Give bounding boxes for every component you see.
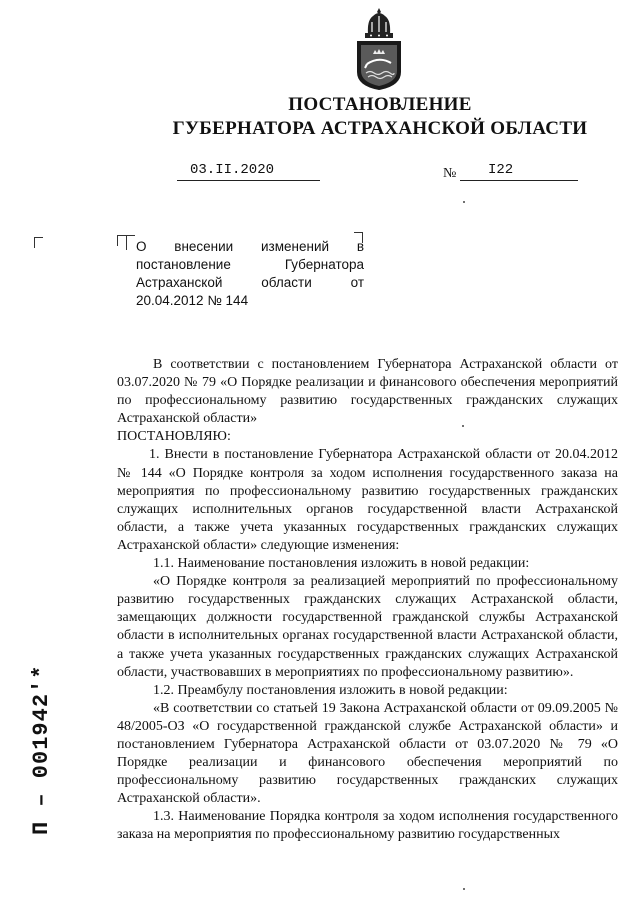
- quote-item-1-2: «В соответствии со статьей 19 Закона Астраханской области от 09.09.2005 № 48/2005-ОЗ «О государственной гражданской службе Астраханской области» и постановлением Губернатора Астраханской области от 03.07.2020 № 79 «О Порядке реализации и финансового обеспечения мероприятий по профессиональному развитию государственных гражданских служащих Астраханской области».: [117, 700, 618, 807]
- document-subject: О внесении изменений в постановление Губернатора Астраханской области от 20.04.2012 № 144: [136, 239, 364, 308]
- resolve-heading: ПОСТАНОВЛЯЮ:: [117, 429, 231, 445]
- paragraph-item-1-3: 1.3. Наименование Порядка контроля за ходом исполнения государственного заказа на мероприятия по профессиональному развитию государственных: [117, 809, 618, 843]
- left-corner-bracket: [34, 237, 43, 248]
- scan-speck: [462, 425, 464, 427]
- date-underline: [177, 180, 320, 181]
- paragraph-item-1: 1. Внести в постановление Губернатора Астраханской области от 20.04.2012 № 144 «О Порядке контроля за ходом исполнения государственного заказа на мероприятия по профессиональному развитию государственных гражданских служащих исполнительных органов государственной власти Астраханской области, а также учета указанных государственных гражданских служащих Астраханской области» следующие изменения:: [117, 447, 618, 553]
- document-title: ПОСТАНОВЛЕНИЕ: [288, 94, 472, 115]
- coat-of-arms-icon: [353, 6, 405, 92]
- registration-stamp: П – 001942'*: [29, 664, 54, 835]
- document-body: [117, 356, 618, 845]
- scan-speck: [463, 201, 465, 203]
- scan-speck: [463, 888, 465, 890]
- paragraph-item-1-1: 1.1. Наименование постановления изложить в новой редакции:: [153, 556, 530, 572]
- number-sign: №: [443, 166, 457, 181]
- document-number: I22: [488, 162, 514, 178]
- paragraph-item-1-2: 1.2. Преамбулу постановления изложить в новой редакции:: [153, 682, 508, 698]
- document-issuer: ГУБЕРНАТОРА АСТРАХАНСКОЙ ОБЛАСТИ: [172, 118, 588, 139]
- subject-corner-bracket-left: [117, 235, 126, 246]
- document-date: 03.II.2020: [190, 162, 275, 178]
- quote-item-1-1: «О Порядке контроля за реализацией мероприятий по профессиональному развитию государственных гражданских служащих Астраханской области, замещающих должности государственной гражданской службы Астраханской области в исполнительных органах государственной власти Астраханской области, а также учета указанных государственных гражданских служащих Астраханской области, участвовавших в мероприятиях по профессиональному развитию».: [117, 574, 618, 680]
- number-underline: [460, 180, 578, 181]
- subject-corner-bracket-left-inner: [126, 235, 135, 250]
- preamble-paragraph: В соответствии с постановлением Губернатора Астраханской области от 03.07.2020 № 79 «О Порядке реализации и финансового обеспечения мероприятий по профессиональному развитию государственных гражданских служащих Астраханской области»: [117, 357, 618, 427]
